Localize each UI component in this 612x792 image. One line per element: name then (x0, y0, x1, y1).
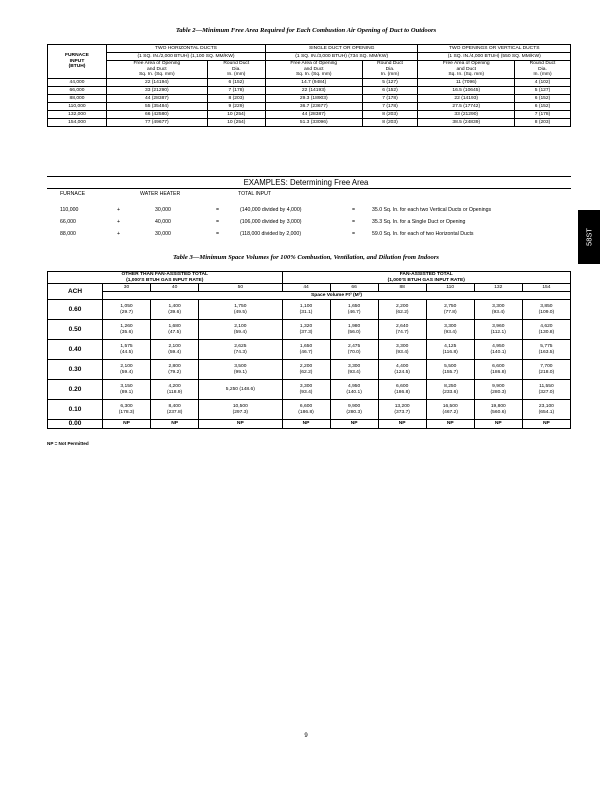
example-furnace: 66,000 (60, 219, 76, 225)
table-cell: 9,900 (280.3) (474, 380, 522, 400)
table-cell: 7 (178) (362, 102, 418, 110)
table-row (48, 118, 571, 126)
table-cell: 4,125 (116.8) (426, 340, 474, 360)
table-cell: 6,600 (186.8) (378, 380, 426, 400)
table-cell: 6 (152) (207, 78, 265, 86)
ach-value: 0.30 (48, 360, 103, 380)
table-cell: 1,260 (35.6) (103, 320, 151, 340)
table-cell: 3,300 (93.4) (474, 300, 522, 320)
table-cell: 4,620 (130.8) (522, 320, 570, 340)
example-calc: (118,000 divided by 2,000) (240, 231, 302, 237)
col-free-area-header: Free Area of Opening and Duct Sq. In. (Sq. mm) (418, 61, 515, 79)
table-cell: 6,600 (186.8) (474, 360, 522, 380)
ach-header: ACH (48, 284, 103, 300)
table-cell: 3,300 (93.4) (330, 360, 378, 380)
table-cell: 9 (229) (207, 102, 265, 110)
table-cell: 36.7 (23677) (265, 102, 362, 110)
table-row (48, 320, 571, 340)
space-volume-label: Space Volume Ft³ (M³) (103, 292, 571, 300)
table-cell: 4,950 (140.1) (330, 380, 378, 400)
table-cell: 4 (102) (515, 78, 571, 86)
table-cell: 33 (21290) (107, 86, 208, 94)
ach-value: 0.50 (48, 320, 103, 340)
table-cell: 10,500 (297.3) (199, 400, 282, 420)
column-header: 110 (426, 284, 474, 292)
table-cell: 22 (14194) (107, 78, 208, 86)
example-calc: (140,000 divided by 4,000) (240, 207, 302, 213)
table-row (48, 300, 571, 320)
sub-header: (1 SQ. IN./3,000 BTUH) (734 SQ. MM/KW) (265, 53, 417, 61)
table-cell: 11 (7096) (418, 78, 515, 86)
example-furnace: 88,000 (60, 231, 76, 237)
table-cell: 11,550 (327.0) (522, 380, 570, 400)
table-cell: 44 (28387) (107, 94, 208, 102)
example-plus: + (117, 207, 121, 213)
table-cell: 6,600 (186.8) (282, 400, 330, 420)
table-cell: 154,000 (48, 118, 107, 126)
table-cell: 33 (21290) (418, 110, 515, 118)
table-cell: 77 (49677) (107, 118, 208, 126)
table-cell: 1,750 (49.5) (199, 300, 282, 320)
table-cell: 22 (14193) (265, 86, 362, 94)
table-row (48, 380, 571, 400)
table-cell: NP (378, 420, 426, 428)
column-header: 40 (151, 284, 199, 292)
example-result: 59.0 Sq. In. for each of two Horizontal Ducts (372, 231, 474, 237)
table-cell: 7 (178) (207, 86, 265, 94)
example-result: 35.0 Sq. In. for each two Vertical Ducts or Openings (372, 207, 492, 213)
sub-header: (1 SQ. IN./2,000 BTUH) (1,100 SQ. MM/KW) (107, 53, 266, 61)
table-cell: 8 (203) (362, 118, 418, 126)
column-header: 50 (199, 284, 282, 292)
table-cell: 8 (203) (515, 118, 571, 126)
table-cell: 4,400 (124.5) (378, 360, 426, 380)
table-cell: 5 (127) (515, 86, 571, 94)
table-cell: 4,200 (118.9) (151, 380, 199, 400)
table-cell: 3,300 (93.4) (282, 380, 330, 400)
table-cell: 66,000 (48, 86, 107, 94)
group-header: SINGLE DUCT OR OPENING (265, 45, 417, 53)
example-plus: + (117, 219, 121, 225)
table-cell: 6,300 (178.3) (103, 400, 151, 420)
table-cell: 1,100 (31.1) (282, 300, 330, 320)
table-cell: NP (103, 420, 151, 428)
column-header: 66 (330, 284, 378, 292)
table-cell: 3,150 (89.1) (103, 380, 151, 400)
example-eq: = (216, 207, 220, 213)
table-cell: NP (199, 420, 282, 428)
table-cell: 7 (178) (362, 94, 418, 102)
table-cell: NP (474, 420, 522, 428)
group-header: TWO OPENINGS OR VERTICAL DUCTS (418, 45, 571, 53)
col-free-area-header: Free Area of Opening and Duct Sq. In. (Sq. mm) (107, 61, 208, 79)
example-eq2: = (352, 207, 356, 213)
col-free-area-header: Free Area of Opening and Duct Sq. In. (Sq. mm) (265, 61, 362, 79)
table-cell: 88,000 (48, 94, 107, 102)
table-cell: 8 (203) (362, 110, 418, 118)
examples-header-heater: WATER HEATER (140, 191, 181, 197)
table-cell: 8,250 (233.6) (426, 380, 474, 400)
table-cell: 2,100 (59.4) (103, 360, 151, 380)
table-row (48, 102, 571, 110)
example-eq2: = (352, 219, 356, 225)
table-cell: 5,250 (148.6) (199, 380, 282, 400)
table-row (48, 86, 571, 94)
table2-free-area (47, 44, 571, 127)
table-cell: 55 (35484) (107, 102, 208, 110)
table-cell: 2,100 (59.4) (151, 340, 199, 360)
table-cell: NP (426, 420, 474, 428)
table-cell: 19,800 (560.6) (474, 400, 522, 420)
table-cell: 4,950 (140.1) (474, 340, 522, 360)
table2-caption: Table 2—Minimum Free Area Required for Each Combustion Air Opening of Duct to Outdoors (175, 27, 437, 34)
table-cell: 8 (203) (207, 94, 265, 102)
table-cell: 2,100 (59.4) (199, 320, 282, 340)
table-row (48, 110, 571, 118)
divider-bottom (47, 188, 571, 189)
column-header: 88 (378, 284, 426, 292)
table-cell: 16.5 (10645) (418, 86, 515, 94)
example-heater: 30,000 (155, 231, 171, 237)
example-result: 35.3 Sq. In. for a Single Duct or Opening (372, 219, 466, 225)
table-cell: 6 (152) (362, 86, 418, 94)
table-cell: 8,400 (237.8) (151, 400, 199, 420)
example-heater: 30,000 (155, 207, 171, 213)
table-cell: 51.3 (33096) (265, 118, 362, 126)
column-header: 30 (103, 284, 151, 292)
table-cell: 66 (42580) (107, 110, 208, 118)
table3-caption: Table 3—Minimum Space Volumes for 100% Combustion, Ventilation, and Dilution from Indoors (173, 254, 439, 261)
table-cell: 13,200 (373.7) (378, 400, 426, 420)
examples-header-total: TOTAL INPUT (238, 191, 272, 197)
table-cell: 2,750 (77.8) (426, 300, 474, 320)
table-cell: 16,500 (467.2) (426, 400, 474, 420)
table-cell: 2,640 (74.7) (378, 320, 426, 340)
table-cell: 1,980 (56.0) (330, 320, 378, 340)
table-cell: 10 (254) (207, 110, 265, 118)
table-cell: 44,000 (48, 78, 107, 86)
table-cell: 22 (14193) (418, 94, 515, 102)
examples-header-furnace: FURNACE (60, 191, 86, 197)
table-cell: 1,650 (46.7) (282, 340, 330, 360)
table-cell: 3,300 (93.4) (378, 340, 426, 360)
table-cell: 23,100 (654.1) (522, 400, 570, 420)
table-cell: 3,300 (93.4) (426, 320, 474, 340)
table-cell: 5,500 (155.7) (426, 360, 474, 380)
table-cell: 110,000 (48, 102, 107, 110)
table-cell: 5,775 (163.5) (522, 340, 570, 360)
table-cell: 1,650 (46.7) (330, 300, 378, 320)
column-header: 154 (522, 284, 570, 292)
table-cell: 6 (152) (515, 94, 571, 102)
side-tab: 58ST (578, 210, 600, 264)
ach-value: 0.10 (48, 400, 103, 420)
table-row (48, 400, 571, 420)
table3-space-volumes (47, 271, 571, 429)
ach-value: 0.60 (48, 300, 103, 320)
table-cell: 3,850 (109.0) (522, 300, 570, 320)
table-cell: 2,200 (62.2) (282, 360, 330, 380)
group-header: TWO HORIZONTAL DUCTS (107, 45, 266, 53)
col-round-duct-header: Round Duct Dia. In. (mm) (207, 61, 265, 79)
sub-header: (1 SQ. IN./4,000 BTUH) (550 SQ. MM/KW) (418, 53, 571, 61)
divider-top (47, 176, 571, 177)
furnace-input-header: FURNACE INPUT (BTUH) (48, 45, 107, 79)
col-round-duct-header: Round Duct Dia. In. (mm) (362, 61, 418, 79)
table-row (48, 360, 571, 380)
table-cell: 1,680 (47.5) (151, 320, 199, 340)
table-cell: 10 (254) (207, 118, 265, 126)
group-left-header: OTHER THAN FAN-ASSISTED TOTAL (1,000’S BTUH GAS INPUT RATE) (48, 272, 283, 284)
table-cell: NP (282, 420, 330, 428)
table-cell: 1,575 (44.5) (103, 340, 151, 360)
footnote: NP = Not Permitted (47, 441, 89, 446)
examples-title: EXAMPLES: Determining Free Area (243, 178, 369, 187)
table-cell: 3,500 (99.1) (199, 360, 282, 380)
table-cell: NP (151, 420, 199, 428)
table-cell: 7,700 (218.0) (522, 360, 570, 380)
table-cell: 1,320 (37.3) (282, 320, 330, 340)
table-cell: 29.3 (18903) (265, 94, 362, 102)
table-cell: 9,900 (280.3) (330, 400, 378, 420)
table-cell: 38.5 (24839) (418, 118, 515, 126)
table-row (48, 340, 571, 360)
table-cell: 2,200 (62.2) (378, 300, 426, 320)
table-cell: 2,625 (74.3) (199, 340, 282, 360)
table-cell: 1,400 (39.6) (151, 300, 199, 320)
table-cell: 27.5 (17742) (418, 102, 515, 110)
example-eq: = (216, 231, 220, 237)
column-header: 132 (474, 284, 522, 292)
ach-value: 0.40 (48, 340, 103, 360)
example-heater: 40,000 (155, 219, 171, 225)
example-eq2: = (352, 231, 356, 237)
table-cell: 14.7 (9484) (265, 78, 362, 86)
table-row (48, 420, 571, 428)
table-row (48, 94, 571, 102)
example-plus: + (117, 231, 121, 237)
table-cell: 132,000 (48, 110, 107, 118)
table-cell: 2,475 (70.0) (330, 340, 378, 360)
table-cell: 3,960 (112.1) (474, 320, 522, 340)
page-number: 9 (304, 733, 308, 739)
ach-value: 0.20 (48, 380, 103, 400)
column-header: 44 (282, 284, 330, 292)
example-eq: = (216, 219, 220, 225)
ach-value: 0.00 (48, 420, 103, 428)
table-row (48, 78, 571, 86)
table-cell: NP (522, 420, 570, 428)
table-cell: 7 (178) (515, 110, 571, 118)
col-round-duct-header: Round Duct Dia. In. (mm) (515, 61, 571, 79)
group-right-header: FAN-ASSISTED TOTAL (1,000’S BTUH GAS INPUT RATE) (282, 272, 570, 284)
table-cell: 6 (152) (515, 102, 571, 110)
table-cell: 5 (127) (362, 78, 418, 86)
table-cell: 2,800 (79.2) (151, 360, 199, 380)
example-calc: (106,000 divided by 3,000) (240, 219, 302, 225)
table-cell: 1,050 (29.7) (103, 300, 151, 320)
table-cell: NP (330, 420, 378, 428)
table-cell: 44 (28387) (265, 110, 362, 118)
example-furnace: 110,000 (60, 207, 79, 213)
